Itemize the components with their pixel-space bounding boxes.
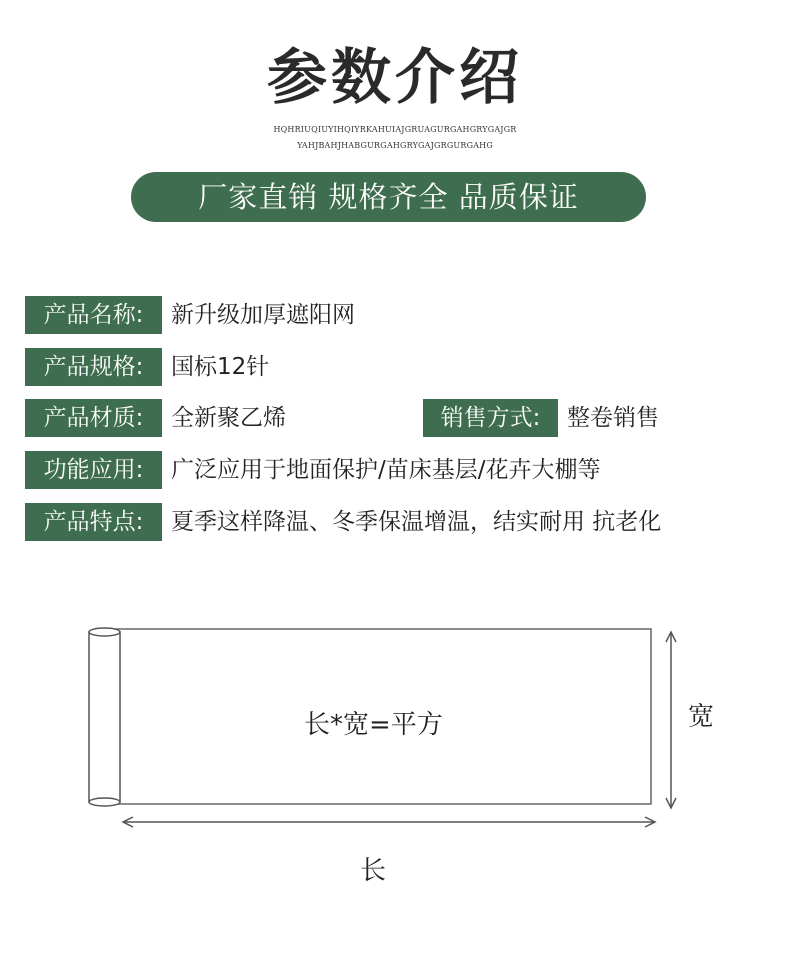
area-formula: 长*宽=平方: [304, 710, 443, 740]
roll-diagram-graphic: [0, 600, 790, 940]
subtitle-line-1: HQHRIUQIUYIHQIYRKAHUIAJGRUAGURGAHGRYGAJGR: [273, 125, 517, 134]
spec-value: 整卷销售: [567, 405, 659, 431]
length-arrow-icon: [123, 817, 655, 827]
spec-label: 产品材质:: [25, 399, 162, 437]
spec-label: 产品规格:: [25, 348, 162, 386]
length-label: 长: [360, 856, 387, 886]
spec-label: 销售方式:: [423, 399, 558, 437]
spec-value: 国标12针: [171, 354, 270, 380]
width-label: 宽: [688, 702, 715, 732]
page-title: 参数介绍: [267, 43, 523, 113]
spec-value: 全新聚乙烯: [171, 405, 286, 431]
roll-cylinder-icon: [89, 628, 120, 806]
spec-value: 广泛应用于地面保护/苗床基层/花卉大棚等: [171, 457, 601, 483]
slogan-banner: 厂家直销 规格齐全 品质保证: [131, 172, 646, 222]
roll-size-diagram: [0, 600, 790, 940]
spec-value: 新升级加厚遮阳网: [171, 302, 355, 328]
spec-value: 夏季这样降温、冬季保温增温，结实耐用 抗老化: [171, 509, 662, 535]
spec-label: 产品特点:: [25, 503, 162, 541]
spec-label: 产品名称:: [25, 296, 162, 334]
spec-label: 功能应用:: [25, 451, 162, 489]
width-arrow-icon: [666, 632, 676, 808]
subtitle-line-2: YAHJBAHJHABGURGAHGRYGAJGRGURGAHG: [297, 141, 493, 150]
